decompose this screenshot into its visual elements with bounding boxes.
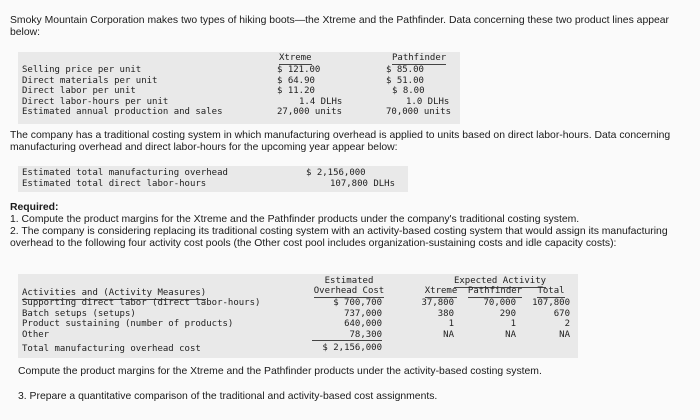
cell-value: $ 700,700	[333, 298, 382, 308]
cell-value: 70,000 units	[386, 107, 452, 118]
total-overhead-label: Total manufacturing overhead cost	[22, 344, 201, 354]
cell-value: 380	[437, 308, 454, 319]
header-estimated: Estimated	[324, 276, 374, 286]
header-col-total: Total	[537, 286, 565, 296]
cell-value: 37,800	[421, 298, 454, 308]
row-label: Direct labor-hours per unit	[22, 96, 169, 107]
row-label: Estimated annual production and sales	[22, 107, 223, 118]
cell-value: NA	[559, 329, 570, 340]
product-data-table	[18, 52, 460, 124]
header-overhead-cost: Overhead Cost	[313, 286, 385, 296]
cell-value: 1	[448, 319, 454, 330]
total-overhead-value: $ 2,156,000	[312, 340, 382, 354]
cell-value: 70,000	[483, 298, 516, 308]
row-label: Selling price per unit	[22, 65, 142, 75]
cell-value: $ 51.00	[386, 75, 424, 86]
cell-value: 670	[553, 308, 570, 319]
header-activities: Activities and (Activity Measures)	[22, 288, 207, 298]
product-row-labels	[22, 65, 222, 118]
cell-value: 27,000 units	[277, 107, 343, 118]
cell-value: $ 64.90	[277, 75, 315, 86]
requirement-3: 3. Prepare a quantitative comparison of the traditional and activity-based cost assignments.	[18, 391, 438, 402]
row-label: Estimated total manufacturing overhead	[22, 168, 228, 178]
pathfinder-activity-values	[474, 298, 516, 340]
activity-cost-table	[18, 274, 578, 358]
row-label: Product sustaining (number of products)	[22, 319, 234, 330]
header-col-xtreme: Xtreme	[424, 286, 458, 296]
header-expected-activity: Expected Activity	[453, 276, 547, 286]
row-label: Direct materials per unit	[22, 75, 158, 86]
overhead-table	[18, 166, 408, 192]
header-xtreme: Xtreme	[279, 53, 312, 63]
cell-value: 1.4 DLHs	[299, 96, 343, 107]
cell-value: $ 85.00	[386, 65, 424, 75]
cell-value: 107,800	[532, 298, 570, 308]
cell-value: 2	[564, 319, 570, 330]
row-label: Direct labor per unit	[22, 86, 136, 97]
cell-value: 737,000	[344, 308, 382, 319]
row-label: Batch setups (setups)	[22, 308, 136, 319]
required-heading: Required:	[10, 202, 59, 213]
total-activity-values	[522, 298, 570, 340]
cell-value: $ 121.00	[277, 65, 321, 75]
cell-value: 1.0 DLHs	[406, 96, 450, 107]
abc-instruction: Compute the product margins for the Xtreme and the Pathfinder products under the activity-based costing system.	[18, 366, 542, 377]
cell-value: 78,300	[349, 329, 382, 340]
cell-value: 640,000	[344, 319, 382, 330]
pathfinder-values	[386, 65, 451, 118]
cell-value: 290	[499, 308, 516, 319]
row-label: Other	[22, 329, 50, 340]
cell-value: $ 8.00	[392, 86, 425, 97]
cell-value: 107,800 DLHs	[330, 178, 396, 189]
xtreme-activity-values	[414, 298, 454, 340]
cell-value: $ 2,156,000	[306, 168, 366, 178]
cell-value: $ 11.20	[277, 86, 315, 97]
row-label: Supporting direct labor (direct labor-hours)	[22, 298, 261, 308]
requirement-1: 1. Compute the product margins for the Xtreme and the Pathfinder products under the company's traditional costing system.	[10, 214, 580, 225]
cell-value: 1	[510, 319, 516, 330]
intro-text: Smoky Mountain Corporation makes two types of hiking boots—the Xtreme and the Pathfinder. Data concerning these two product lines appear below:	[10, 15, 670, 39]
cell-value: NA	[443, 329, 454, 340]
activity-labels	[22, 298, 260, 340]
traditional-costing-text: The company has a traditional costing system in which manufacturing overhead is applied to units based on direct labor-hours. Data concerning manufacturing overhead and direct labor-hours for the upcoming year appear below:	[10, 130, 671, 154]
header-col-pathfinder: Pathfinder	[467, 286, 523, 296]
header-pathfinder: Pathfinder	[392, 53, 447, 63]
cell-value: NA	[505, 329, 516, 340]
xtreme-values	[277, 65, 342, 118]
row-label: Estimated total direct labor-hours	[22, 178, 207, 189]
cost-values	[312, 298, 382, 340]
requirement-2: 2. The company is considering replacing its traditional costing system with an activity-based costing system that would assign its manufacturing overhead to the following four activity cost pools (the Other cost pool includes organization-sustaining costs and idle capacity costs):	[10, 226, 668, 250]
